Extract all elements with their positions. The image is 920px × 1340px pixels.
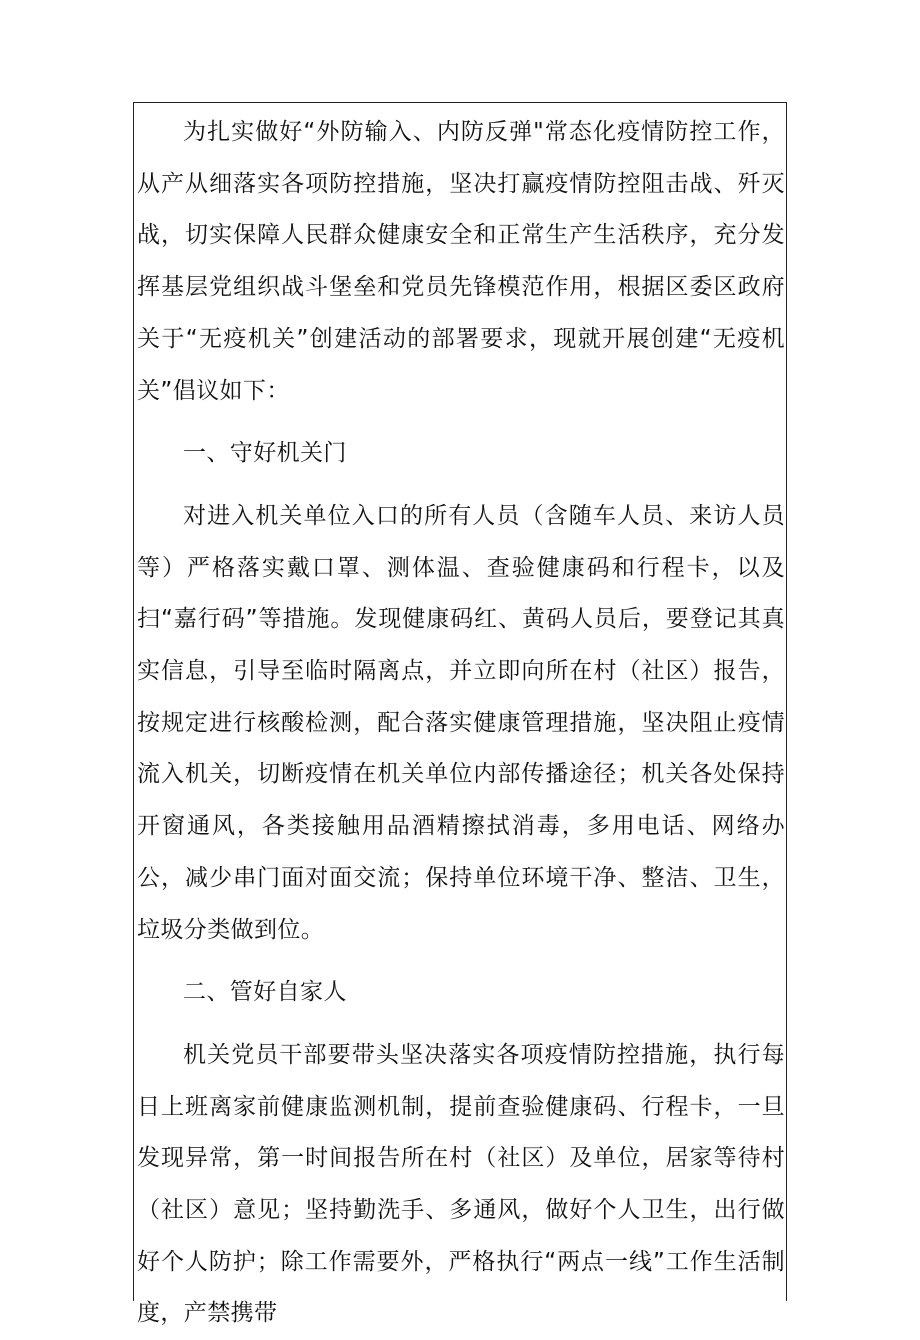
section-body-2: 机关党员干部要带头坚决落实各项疫情防控措施，执行每日上班离家前健康监测机制，提前查验健康码、行程卡，一旦发现异常，第一时间报告所在村（社区）及单位，居家等待村（社区）意见；坚持勤洗手、多通风，做好个人卫生，出行做好个人防护；除工作需要外，严格执行“两点一线”工作生活制度，产禁携带 — [137, 1041, 785, 1327]
spacer — [137, 1019, 785, 1030]
section-heading-2: 二、管好自家人 — [183, 979, 347, 1006]
spacer — [137, 417, 785, 428]
intro-paragraph: 为扎实做好“外防输入、内防反弹"常态化疫情防控工作，从产从细落实各项防控措施，坚决打赢疫情防控阻击战、歼灭战，切实保障人民群众健康安全和正常生产生活秩序，充分发挥基层党组织战斗堡垒和党员先锋模范作用，根据区委区政府关于“无疫机关”创建活动的部署要求，现就开展创建“无疫机关”倡议如下： — [137, 119, 785, 404]
document-frame — [133, 102, 787, 1327]
section-body-1: 对进入机关单位入口的所有人员（含随车人员、来访人员等）严格落实戴口罩、测体温、查验健康码和行程卡，以及扫“嘉行码”等措施。发现健康码红、黄码人员后，要登记其真实信息，引导至临时隔离点，并立即向所在村（社区）报告，按规定进行核酸检测，配合落实健康管理措施，坚决阻止疫情流入机关，切断疫情在机关单位内部传播途径；机关各处保持开窗通风，各类接触用品酒精擦拭消毒，多用电话、网络办公，减少串门面对面交流；保持单位环境干净、整洁、卫生，垃圾分类做到位。 — [137, 502, 785, 943]
section-heading-1: 一、守好机关门 — [183, 440, 347, 467]
document-content — [137, 107, 785, 1340]
spacer — [137, 480, 785, 491]
spacer — [137, 956, 785, 967]
